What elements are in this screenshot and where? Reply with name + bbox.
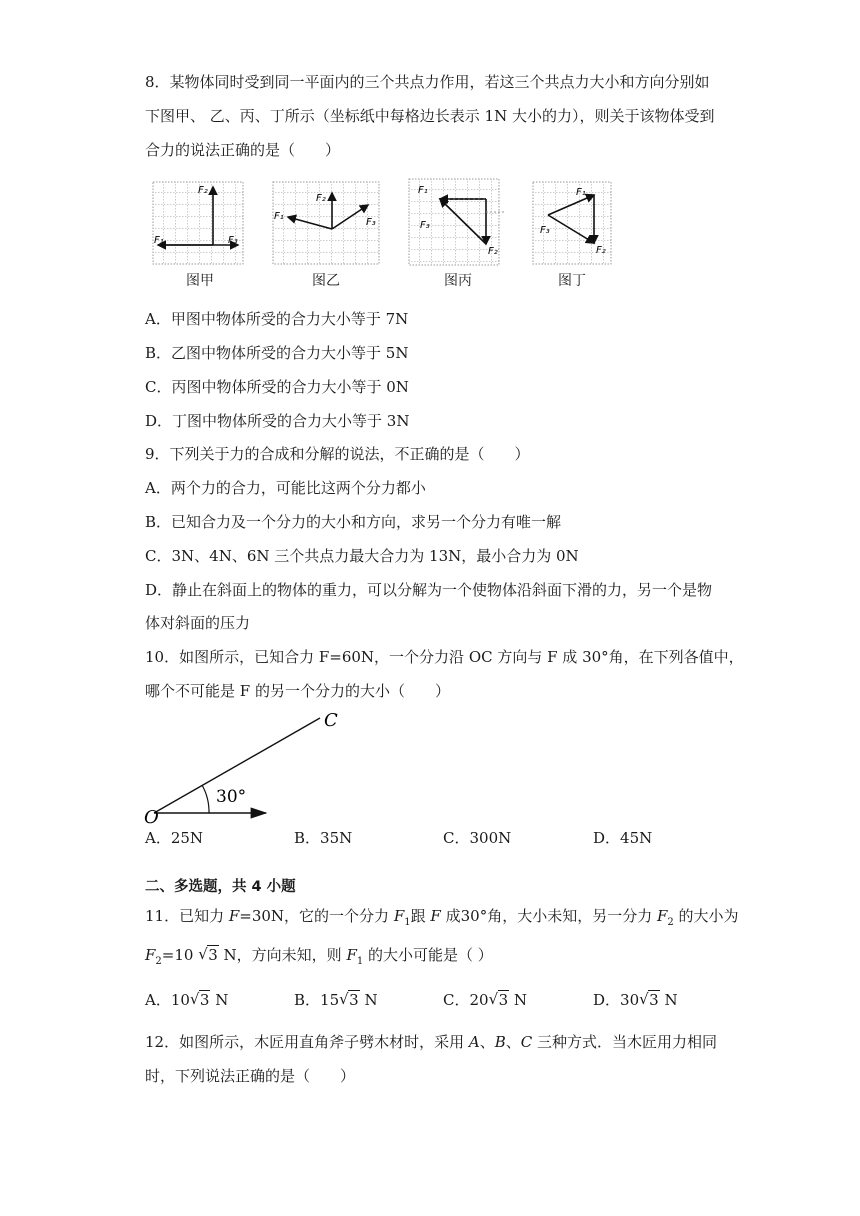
fig-bing-label-f1: F₁ [418, 185, 428, 196]
q8-stem-line-2: 下图甲、 乙、丙、丁所示（坐标纸中每格边长表示 1N 大小的力），则关于该物体受到 [145, 107, 715, 125]
q8-option-c: C．丙图中物体所受的合力大小等于 0N [145, 378, 409, 396]
q9-stem: 9．下列关于力的合成和分解的说法，不正确的是（ ） [145, 445, 530, 463]
q8-figure-yi-caption: 图乙 [312, 273, 340, 289]
q11-var-f1-sub: 1 [404, 917, 411, 928]
q11-option-b [294, 990, 378, 1010]
fig-ding-label-f1: F₁ [576, 187, 586, 198]
q11-option-a-radicand: 3 [199, 991, 210, 1009]
q11-option-c-prefix: C．20 [443, 991, 489, 1009]
q8-option-b: B．乙图中物体所受的合力大小等于 5N [145, 344, 409, 362]
q11-line2-var-f2-sub: 2 [155, 956, 162, 967]
q8-figure-bing [408, 178, 510, 266]
fig-jia-label-f3: F₃ [228, 235, 238, 246]
q11-option-b-unit: N [359, 991, 378, 1009]
fig-bing-label-f3: F₃ [420, 220, 430, 231]
q11-option-a-unit: N [210, 991, 229, 1009]
q11-option-b-prefix: B．15 [294, 991, 340, 1009]
q11-option-d [593, 990, 678, 1010]
q11-line2-radicand: 3 [208, 946, 218, 964]
q12-sep-1: 、 [479, 1033, 495, 1051]
q11-option-a-prefix: A．10 [145, 991, 190, 1009]
q11-text-a: 11．已知力 [145, 907, 229, 925]
fig-ding-label-f3: F₃ [540, 225, 550, 236]
q11-text-c: 跟 [410, 907, 431, 925]
q10-stem-line-2: 哪个不可能是 F 的另一个分力的大小（ ） [145, 682, 450, 700]
q11-option-d-radicand: 3 [649, 991, 659, 1009]
q11-option-b-sqrt: √ 3 [339, 990, 359, 1009]
q12-var-b: B [494, 1033, 506, 1051]
q11-line2-var-f1-sub: 1 [356, 956, 364, 967]
q9-option-d: D．静止在斜面上的物体的重力，可以分解为一个使物体沿斜面下滑的力，另一个是物 [145, 581, 713, 599]
q10-label-c: C [324, 710, 338, 731]
q11-option-d-prefix: D．30 [593, 991, 640, 1009]
q11-option-a [145, 990, 228, 1010]
fig-jia-label-f1: F₁ [154, 235, 164, 246]
q12-var-c: C [520, 1033, 533, 1051]
section-2-heading: 二、多选题，共 4 小题 [145, 879, 296, 895]
fig-bing-label-f2: F₂ [488, 246, 498, 257]
q11-text-d: 成30°角，大小未知，另一分力 [440, 907, 657, 925]
q11-line2-text-b: N，方向未知，则 [218, 946, 347, 964]
q12-stem-line-1 [145, 1032, 717, 1052]
fig-yi-label-f3: F₃ [366, 217, 376, 228]
q11-var-f2: F [656, 907, 668, 925]
q11-line2-sqrt: √ 3 [198, 945, 218, 964]
q10-option-d: D．45N [593, 829, 653, 847]
q9-option-a: A．两个力的合力，可能比这两个分力都小 [145, 479, 426, 497]
q11-line2-var-f2: F [145, 946, 156, 964]
q8-figure-yi [272, 181, 380, 265]
q10-option-b: B．35N [294, 829, 353, 847]
q11-text-e: 的大小为 [673, 907, 739, 925]
q9-option-d-continued: 体对斜面的压力 [145, 614, 251, 632]
q12-sep-2: 、 [505, 1033, 521, 1051]
fig-yi-label-f2: F₂ [316, 193, 326, 204]
q11-option-c-unit: N [509, 991, 528, 1009]
q11-stem-line-2 [145, 945, 493, 972]
q10-angle-label: 30° [216, 787, 247, 807]
q11-option-c [443, 990, 527, 1010]
q11-line2-text-c: 的大小可能是（ ） [363, 946, 493, 964]
q11-var-f2-sub: 2 [667, 917, 674, 928]
q8-figure-ding [532, 181, 612, 265]
q10-label-o: O [144, 807, 159, 828]
q8-option-a: A．甲图中物体所受的合力大小等于 7N [145, 310, 409, 328]
q10-figure [140, 704, 340, 830]
q12-stem-line-2: 时，下列说法正确的是（ ） [145, 1067, 356, 1085]
q11-stem-line-1 [145, 906, 739, 933]
q11-line2-text-a: =10 [161, 946, 199, 964]
q11-var-f-again: F [430, 907, 441, 925]
q11-option-d-sqrt: √ 3 [639, 990, 659, 1009]
q8-option-d: D．丁图中物体所受的合力大小等于 3N [145, 412, 410, 430]
q8-stem-line-3: 合力的说法正确的是（ ） [145, 141, 341, 159]
q12-var-a: A [468, 1033, 480, 1051]
q11-option-c-sqrt: √ 3 [488, 990, 509, 1009]
q9-option-b: B．已知合力及一个分力的大小和方向，求另一个分力有唯一解 [145, 513, 562, 531]
q8-figure-jia [152, 181, 244, 265]
q10-option-c: C．300N [443, 829, 512, 847]
q10-option-a: A．25N [145, 829, 204, 847]
q11-option-a-sqrt: √ 3 [189, 990, 210, 1009]
q11-var-f1: F [393, 907, 405, 925]
q8-figure-bing-caption: 图丙 [444, 273, 472, 289]
fig-yi-label-f1: F₁ [274, 211, 284, 222]
q9-option-c: C．3N、4N、6N 三个共点力最大合力为 13N，最小合力为 0N [145, 547, 579, 565]
q8-stem-line-1: 8．某物体同时受到同一平面内的三个共点力作用，若这三个共点力大小和方向分别如 [145, 73, 710, 91]
q11-option-d-unit: N [659, 991, 678, 1009]
q8-figure-ding-caption: 图丁 [558, 273, 586, 289]
q12-text-a: 12．如图所示，木匠用直角斧子劈木材时，采用 [145, 1033, 469, 1051]
q11-option-c-radicand: 3 [498, 991, 509, 1009]
q11-var-f: F [228, 907, 240, 925]
q11-text-b: =30N，它的一个分力 [239, 907, 394, 925]
fig-jia-label-f2: F₂ [198, 185, 208, 196]
q11-option-b-radicand: 3 [349, 991, 359, 1009]
q8-figure-jia-caption: 图甲 [186, 273, 214, 289]
fig-ding-label-f2: F₂ [596, 245, 606, 256]
q12-text-b: 三种方式．当木匠用力相同 [532, 1033, 718, 1051]
q10-stem-line-1: 10．如图所示，已知合力 F=60N，一个分力沿 OC 方向与 F 成 30°角，在下列各值中， [145, 648, 744, 666]
q11-line2-var-f1: F [346, 946, 357, 964]
